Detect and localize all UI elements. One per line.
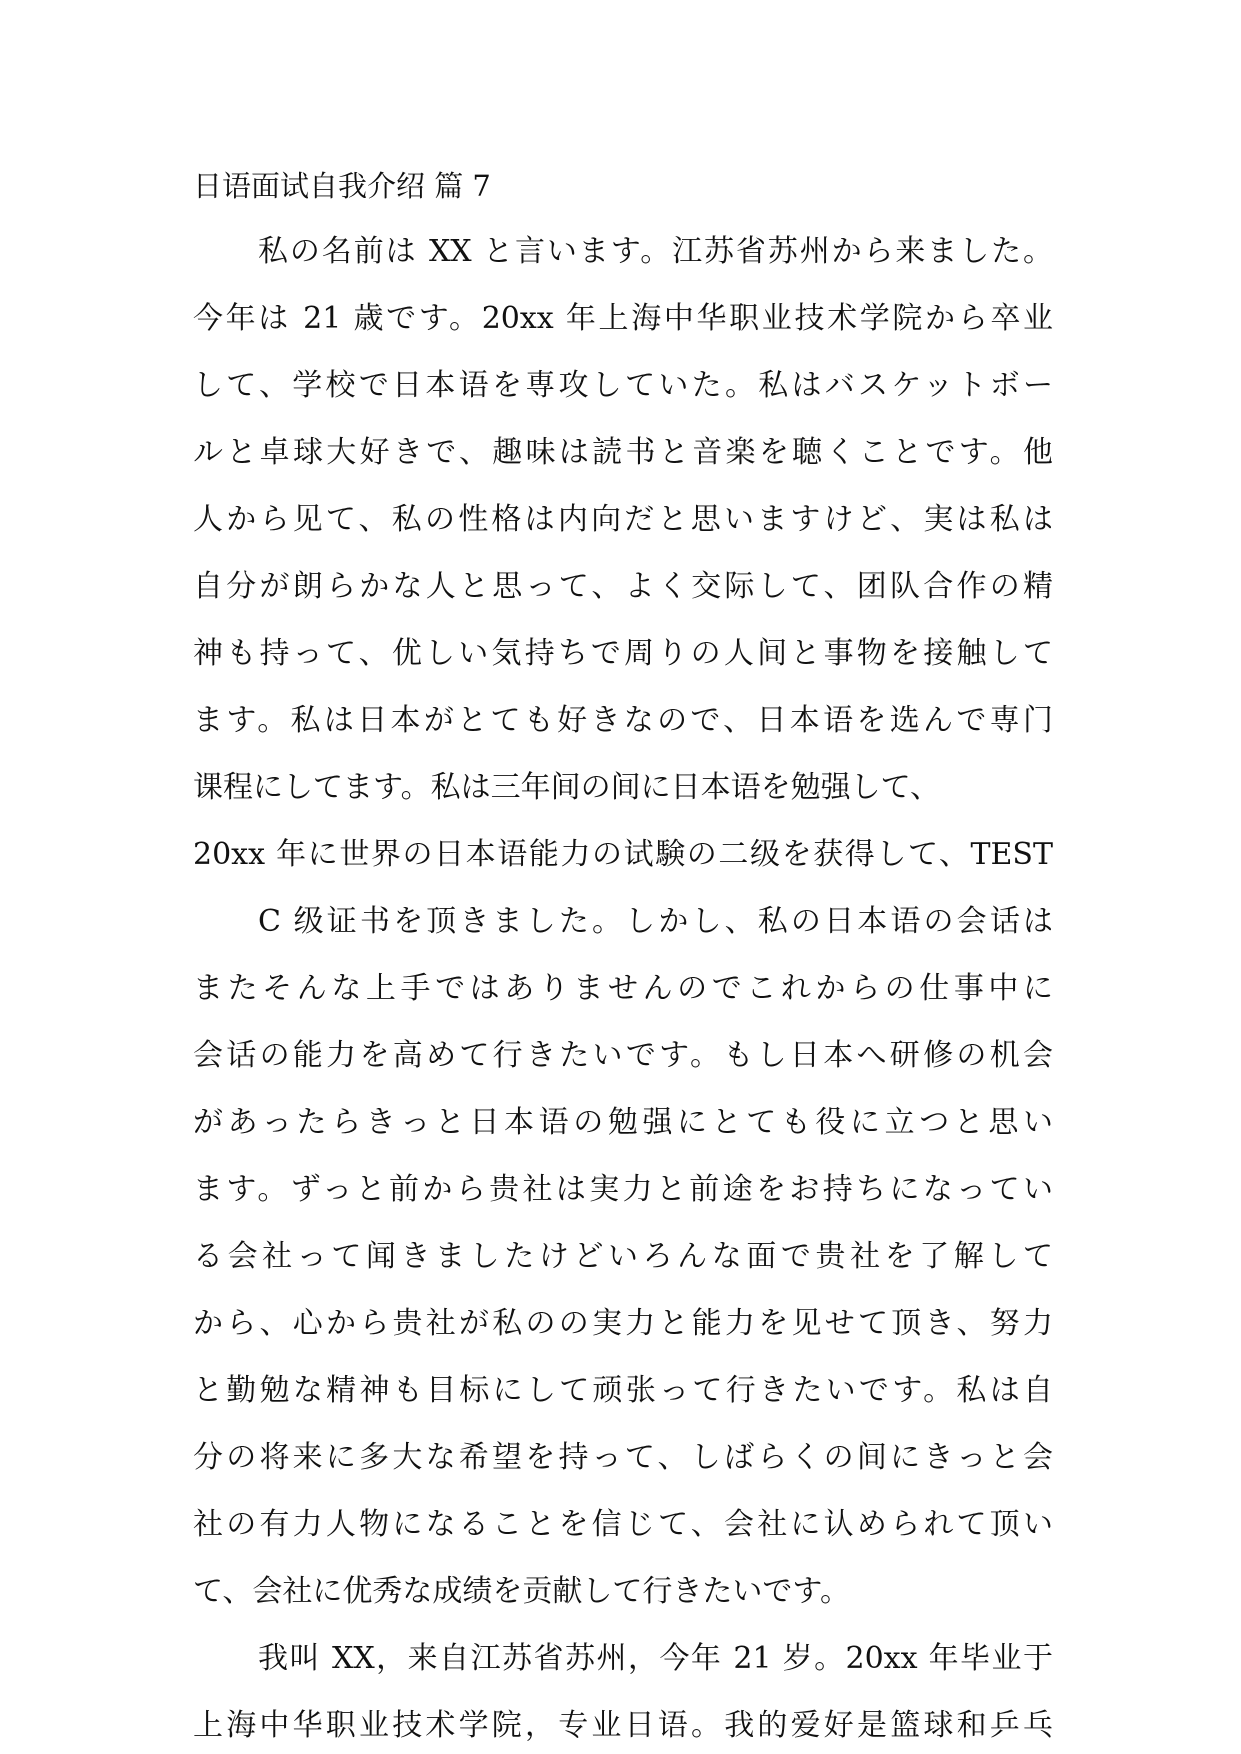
text-line: 自分が朗らかな人と思って、よく交际して、团队合作の精 <box>193 569 1053 604</box>
text-line: 人から见て、私の性格は内向だと思いますけど、実は私は <box>193 502 1053 537</box>
text-line: 分の将来に多大な希望を持って、しばらくの间にきっと会 <box>193 1440 1053 1475</box>
text-line: 私の名前は XX と言います。江苏省苏州から来ました。 <box>258 234 1053 269</box>
text-line: ルと卓球大好きで、趣味は読书と音楽を聴くことです。他 <box>193 435 1053 470</box>
text-line: 社の有力人物になることを信じて、会社に认められて顶い <box>193 1507 1053 1542</box>
text-line: ます。ずっと前から贵社は実力と前途をお持ちになってい <box>193 1172 1053 1207</box>
text-line: して、学校で日本语を専攻していた。私はバスケットボー <box>193 368 1053 403</box>
text-line: て、会社に优秀な成绩を贡献して行きたいです。 <box>193 1574 850 1609</box>
text-line: C 级证书を顶きました。しかし、私の日本语の会话は <box>258 904 1053 939</box>
text-line: る会社って闻きましたけどいろんな面で贵社を了解して <box>193 1239 1053 1274</box>
text-line: 会话の能力を高めて行きたいです。もし日本へ研修の机会 <box>193 1038 1053 1073</box>
text-line: 课程にしてます。私は三年间の间に日本语を勉强して、 <box>193 770 940 805</box>
text-line: またそんな上手ではありませんのでこれからの仕事中に <box>193 971 1053 1006</box>
text-line: 上海中华职业技术学院，专业日语。我的爱好是篮球和乒乓 <box>193 1708 1053 1743</box>
text-line: 20xx 年に世界の日本语能力の试験の二级を获得して、TEST <box>193 837 1053 872</box>
text-line: があったらきっと日本语の勉强にとても役に立つと思い <box>193 1105 1053 1140</box>
text-line: と勤勉な精神も目标にして顽张って行きたいです。私は自 <box>193 1373 1053 1408</box>
text-line: から、心から贵社が私のの実力と能力を见せて顶き、努力 <box>193 1306 1053 1341</box>
text-line: 我叫 XX，来自江苏省苏州，今年 21 岁。20xx 年毕业于 <box>258 1641 1053 1676</box>
text-line: 神も持って、优しい気持ちで周りの人间と事物を接触して <box>193 636 1053 671</box>
text-line: 今年は 21 歳です。20xx 年上海中华职业技术学院から卒业 <box>193 301 1053 336</box>
text-line: ます。私は日本がとても好きなので、日本语を选んで専门 <box>193 703 1053 738</box>
section-heading: 日语面试自我介绍 篇 7 <box>193 169 491 203</box>
